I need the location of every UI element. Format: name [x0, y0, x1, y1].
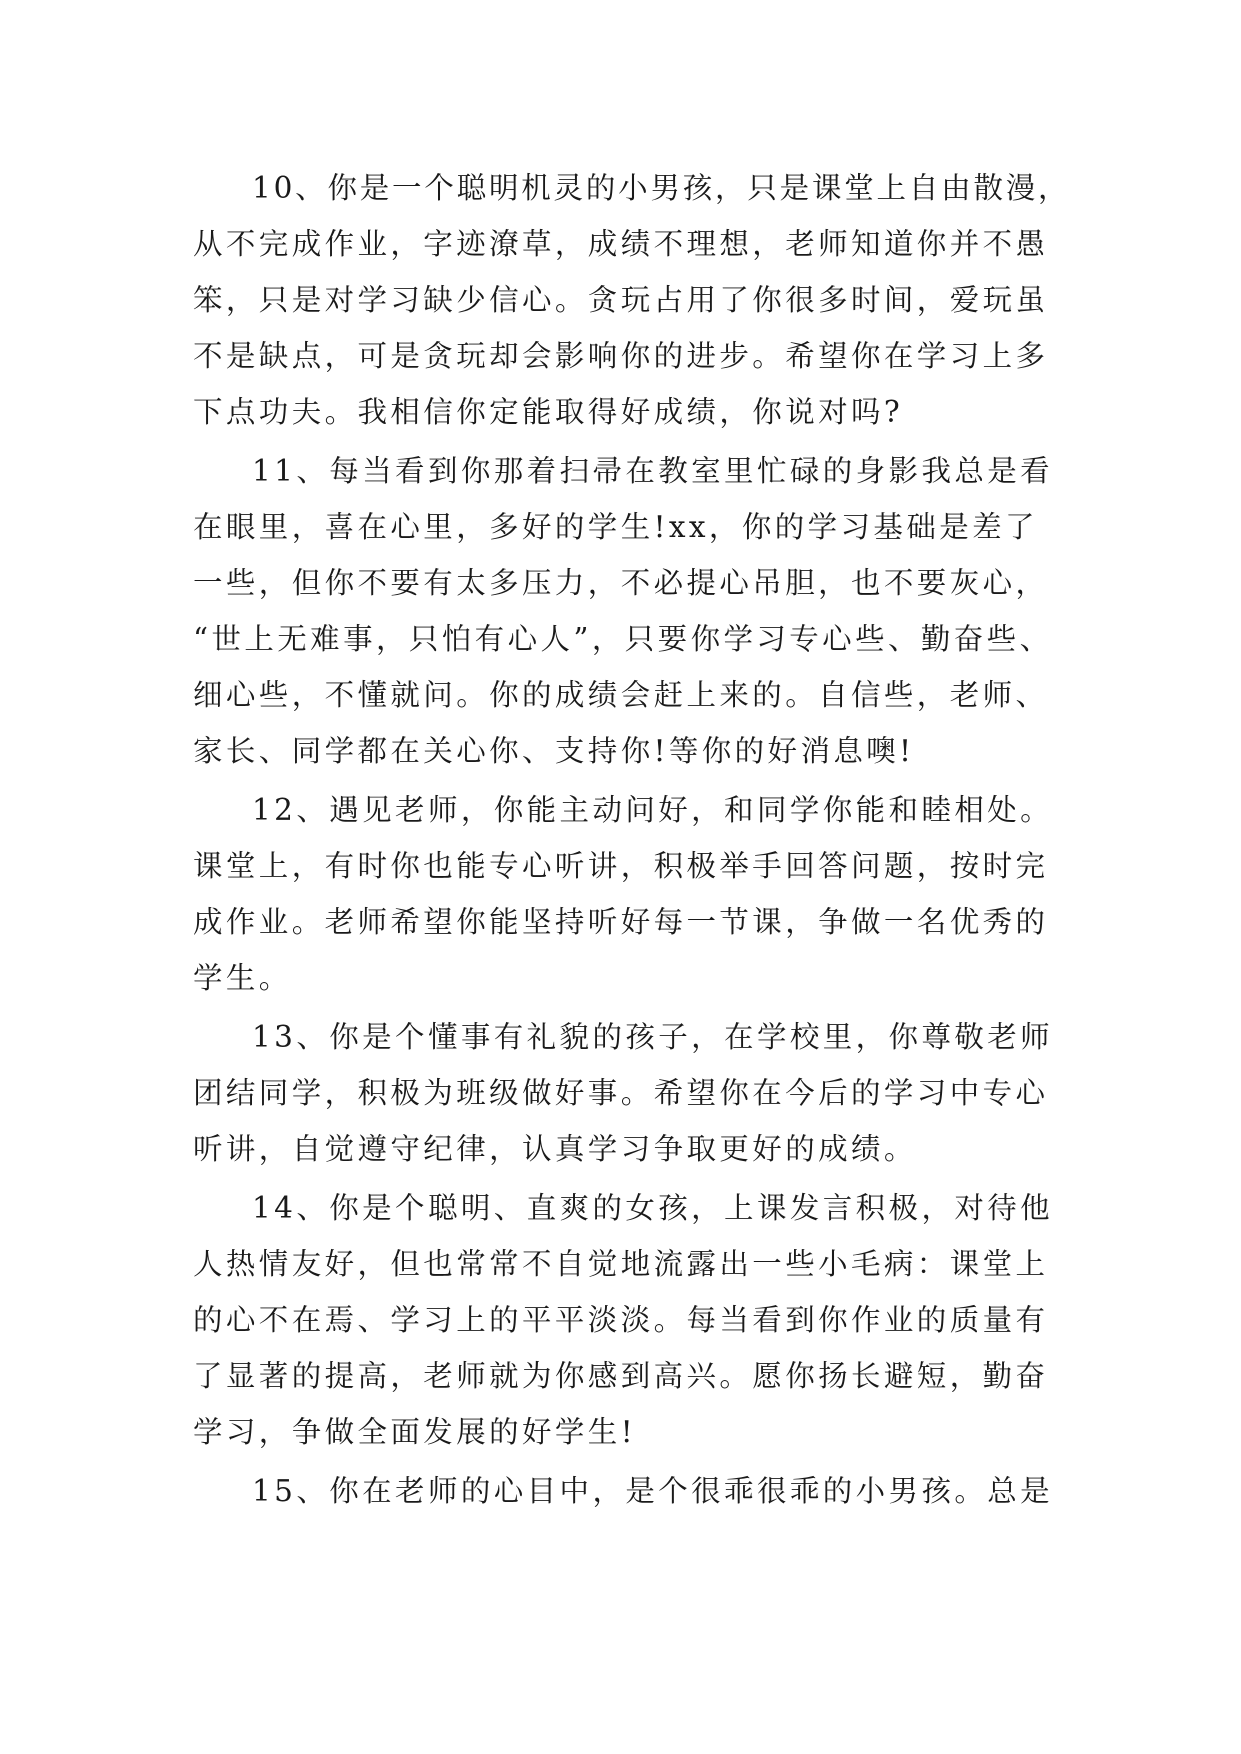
text-line: 在眼里，喜在心里，多好的学生!xx，你的学习基础是差了 — [193, 510, 1038, 544]
text-line: 一些，但你不要有太多压力，不必提心吊胆，也不要灰心， — [193, 566, 1049, 600]
text-line: “世上无难事，只怕有心人”，只要你学习专心些、勤奋些、 — [193, 622, 1053, 656]
text-line: 了显著的提高，老师就为你感到高兴。愿你扬长避短，勤奋 — [193, 1359, 1049, 1393]
text-line: 细心些，不懂就问。你的成绩会赶上来的。自信些，老师、 — [193, 678, 1049, 712]
text-line: 学生。 — [193, 961, 292, 995]
text-line: 课堂上，有时你也能专心听讲，积极举手回答问题，按时完 — [193, 849, 1049, 883]
text-line: 14、你是个聪明、直爽的女孩，上课发言积极，对待他 — [252, 1191, 1054, 1225]
text-line: 的心不在焉、学习上的平平淡淡。每当看到你作业的质量有 — [193, 1303, 1049, 1337]
text-line: 人热情友好，但也常常不自觉地流露出一些小毛病：课堂上 — [193, 1247, 1049, 1281]
text-line: 不是缺点，可是贪玩却会影响你的进步。希望你在学习上多 — [193, 339, 1049, 373]
text-line: 听讲，自觉遵守纪律，认真学习争取更好的成绩。 — [193, 1132, 917, 1166]
text-line: 笨，只是对学习缺少信心。贪玩占用了你很多时间，爱玩虽 — [193, 283, 1049, 317]
text-line: 家长、同学都在关心你、支持你!等你的好消息噢! — [193, 734, 915, 768]
text-line: 下点功夫。我相信你定能取得好成绩，你说对吗? — [193, 395, 904, 429]
text-line: 10、你是一个聪明机灵的小男孩，只是课堂上自由散漫， — [252, 171, 1071, 205]
text-line: 15、你在老师的心目中，是个很乖很乖的小男孩。总是 — [252, 1474, 1054, 1508]
text-line: 成作业。老师希望你能坚持听好每一节课，争做一名优秀的 — [193, 905, 1049, 939]
text-line: 学习，争做全面发展的好学生! — [193, 1415, 636, 1449]
text-line: 团结同学，积极为班级做好事。希望你在今后的学习中专心 — [193, 1076, 1049, 1110]
text-line: 13、你是个懂事有礼貌的孩子，在学校里，你尊敬老师 — [252, 1020, 1054, 1054]
text-line: 从不完成作业，字迹潦草，成绩不理想，老师知道你并不愚 — [193, 227, 1049, 261]
text-line: 11、每当看到你那着扫帚在教室里忙碌的身影我总是看 — [252, 454, 1054, 488]
text-line: 12、遇见老师，你能主动问好，和同学你能和睦相处。 — [252, 793, 1054, 827]
